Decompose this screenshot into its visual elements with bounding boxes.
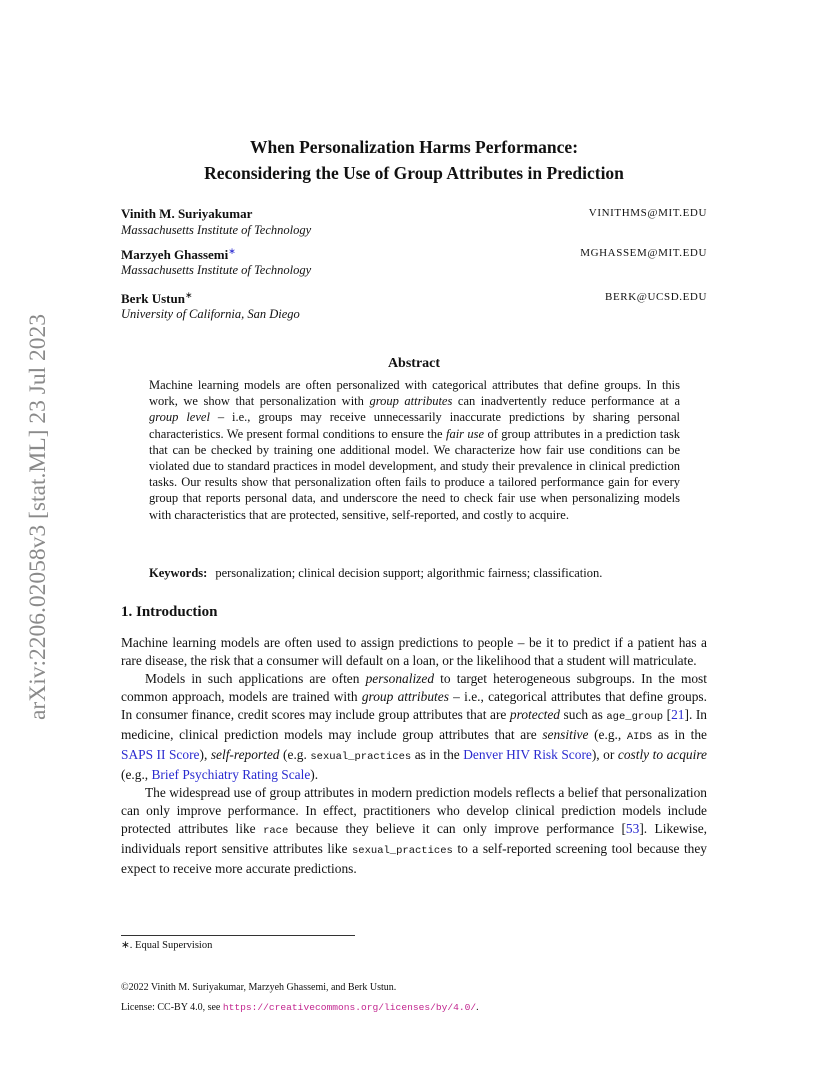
citation-link[interactable]: 53	[625, 821, 640, 836]
code-term: sexual_practices	[352, 845, 453, 857]
author-affiliation: University of California, San Diego	[121, 307, 300, 321]
author-name: Marzyeh Ghassemi∗	[121, 246, 236, 262]
author-affiliation: Massachusetts Institute of Technology	[121, 223, 312, 237]
title-line-2: Reconsidering the Use of Group Attributes in Prediction	[204, 163, 624, 183]
keywords-label: Keywords:	[149, 566, 208, 580]
author-email[interactable]: VINITHMS@MIT.EDU	[588, 207, 707, 219]
arxiv-identifier-stamp[interactable]: arXiv:2206.02058v3 [stat.ML] 23 Jul 2023	[25, 314, 51, 721]
author-name: Vinith M. Suriyakumar	[121, 206, 253, 221]
section-heading-introduction: 1. Introduction	[121, 604, 218, 620]
author-block-2	[121, 246, 707, 280]
equal-supervision-mark: ∗	[184, 290, 193, 300]
author-affiliation: Massachusetts Institute of Technology	[121, 263, 312, 277]
denver-hiv-risk-score-link[interactable]: Denver HIV Risk Score	[463, 747, 592, 762]
code-term: race	[263, 825, 289, 837]
code-term: sexual_practices	[310, 751, 412, 763]
paragraph-2: Models in such applications are often personalized to target heterogeneous subgroups. In the most common approach, models are trained with group attributes – i.e., categorical attributes that define groups. In consumer finance, credit scores may include group attributes that are protected such as age_group [21]. In medicine, clinical prediction models may include group attributes that are sensitive (e.g., AIDS as in the SAPS II Score), self-reported (e.g. sexual_practices as in the Denver HIV Risk Score), or costly to acquire (e.g., Brief Psychiatry Rating Scale).	[121, 671, 707, 782]
license-notice: License: CC-BY 4.0, see https://creativecommons.org/licenses/by/4.0/.	[121, 1002, 479, 1013]
license-url-link[interactable]: https://creativecommons.org/licenses/by/4.0/	[222, 1002, 477, 1013]
author-name: Berk Ustun∗	[121, 290, 193, 306]
paragraph-3: The widespread use of group attributes in modern prediction models reflects a belief that personalization can only improve performance. In effect, practitioners who develop clinical prediction models include protected attributes like race because they believe it can only improve performance [53]. Likewise, individuals report sensitive attributes like sexual_practices to a self-reported screening tool because they expect to receive more accurate predictions.	[121, 785, 707, 876]
keywords-text: personalization; clinical decision support; algorithmic fairness; classification.	[215, 566, 603, 580]
brief-psychiatry-rating-scale-link[interactable]: Brief Psychiatry Rating Scale	[151, 767, 311, 782]
author-block-3	[121, 290, 707, 324]
author-email[interactable]: BERK@UCSD.EDU	[605, 291, 707, 303]
author-block-1	[121, 206, 707, 240]
keywords-line	[149, 566, 689, 581]
introduction-body	[121, 634, 707, 878]
paragraph-1: Machine learning models are often used to assign predictions to people – be it to predict if a patient has a rare disease, the risk that a consumer will default on a loan, or the likelihood that a student will matriculate.	[121, 635, 707, 668]
title-line-1: When Personalization Harms Performance:	[249, 137, 579, 157]
abstract-body: Machine learning models are often personalized with categorical attributes that define groups. In this work, we show that personalization with group attributes can inadvertently reduce performance at a group level – i.e., groups may receive unnecessarily inaccurate predictions by sharing personal characteristics. We present formal conditions to ensure the fair use of group attributes in a prediction task that can be checked by training one additional model. We characterize how fair use conditions can be violated due to standard practices in model development, and study their prevalence in clinical prediction tasks. Our results show that personalization often fails to produce a tailored performance gain for every group that reports personal data, and underscore the need to check fair use when personalizing models with characteristics that are protected, sensitive, self-reported, and costly to acquire.	[149, 378, 681, 522]
paper-title	[121, 134, 707, 186]
saps-ii-score-link[interactable]: SAPS II Score	[121, 747, 200, 762]
author-email[interactable]: MGHASSEM@MIT.EDU	[580, 247, 707, 259]
copyright-notice: ©2022 Vinith M. Suriyakumar, Marzyeh Ghassemi, and Berk Ustun.	[121, 982, 397, 993]
footnote-divider	[121, 935, 355, 936]
abstract-heading: Abstract	[387, 356, 441, 371]
code-term: AIDS	[626, 731, 653, 743]
equal-supervision-mark[interactable]: ∗	[228, 246, 236, 256]
footnote-equal-supervision: ∗. Equal Supervision	[121, 940, 213, 951]
citation-link[interactable]: 21	[671, 707, 685, 722]
code-term: age_group	[606, 711, 664, 723]
